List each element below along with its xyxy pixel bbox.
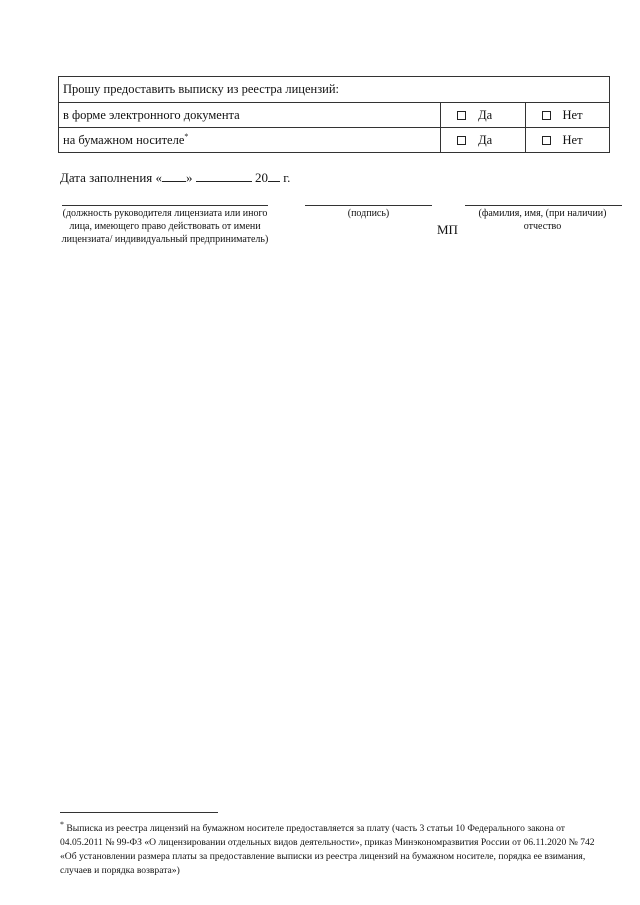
paper-yes-checkbox[interactable]: [457, 136, 466, 145]
electronic-no-checkbox[interactable]: [542, 111, 551, 120]
paper-yes-label: Да: [478, 132, 493, 147]
full-name-caption: (фамилия, имя, (при наличии) отчество: [478, 208, 607, 232]
table-row-paper: [59, 128, 610, 153]
footnote: [60, 818, 600, 878]
full-name-line[interactable]: [465, 205, 622, 206]
position-caption: (должность руководителя лицензиата или иного лица, имеющего право действовать от имени лицензиата/ индивидуальный предприниматель): [61, 208, 269, 245]
electronic-no-label: Нет: [562, 107, 583, 122]
electronic-yes-checkbox[interactable]: [457, 111, 466, 120]
fill-date-mid: »: [186, 170, 193, 185]
paper-yes-option[interactable]: [445, 133, 520, 148]
paper-no-label: Нет: [562, 132, 583, 147]
paper-no-checkbox[interactable]: [542, 136, 551, 145]
footnote-mark: *: [60, 820, 64, 829]
footnote-divider: [60, 812, 218, 813]
signature-line[interactable]: [305, 205, 432, 206]
request-heading: Прошу предоставить выписку из реестра лицензий:: [59, 77, 610, 103]
paper-form-label: на бумажном носителе: [63, 133, 185, 148]
electronic-yes-label: Да: [478, 107, 493, 122]
electronic-form-label: в форме электронного документа: [59, 103, 441, 128]
year-prefix: 20: [255, 170, 269, 185]
extract-request-table: [58, 76, 610, 153]
table-row-electronic: [59, 103, 610, 128]
paper-no-option[interactable]: [530, 133, 605, 148]
fill-date-prefix: Дата заполнения «: [60, 170, 163, 185]
day-blank[interactable]: [162, 170, 186, 182]
month-blank[interactable]: [196, 170, 252, 182]
electronic-yes-option[interactable]: [445, 108, 520, 123]
paper-footnote-mark: *: [184, 131, 189, 141]
seal-placeholder: МП: [437, 222, 458, 237]
year-blank[interactable]: [268, 170, 280, 182]
footnote-text: Выписка из реестра лицензий на бумажном носителе предоставляется за плату (часть 3 статьи 10 Федерального закона от 04.05.2011 № 99-ФЗ «О лицензировании отдельных видов деятельности», приказ Минэкономразвития России от 06.11.2020 № 742 «Об установлении размера платы за предоставление выписки из реестра лицензий на бумажном носителе, порядка ее взимания, случаев и порядка возврата»): [60, 823, 595, 877]
table-heading-row: [59, 77, 610, 103]
fill-date-suffix: г.: [283, 170, 291, 185]
fill-date-line: [60, 170, 290, 186]
position-signature-line[interactable]: [62, 205, 268, 206]
electronic-no-option[interactable]: [530, 108, 605, 123]
signature-caption: (подпись): [347, 208, 390, 219]
